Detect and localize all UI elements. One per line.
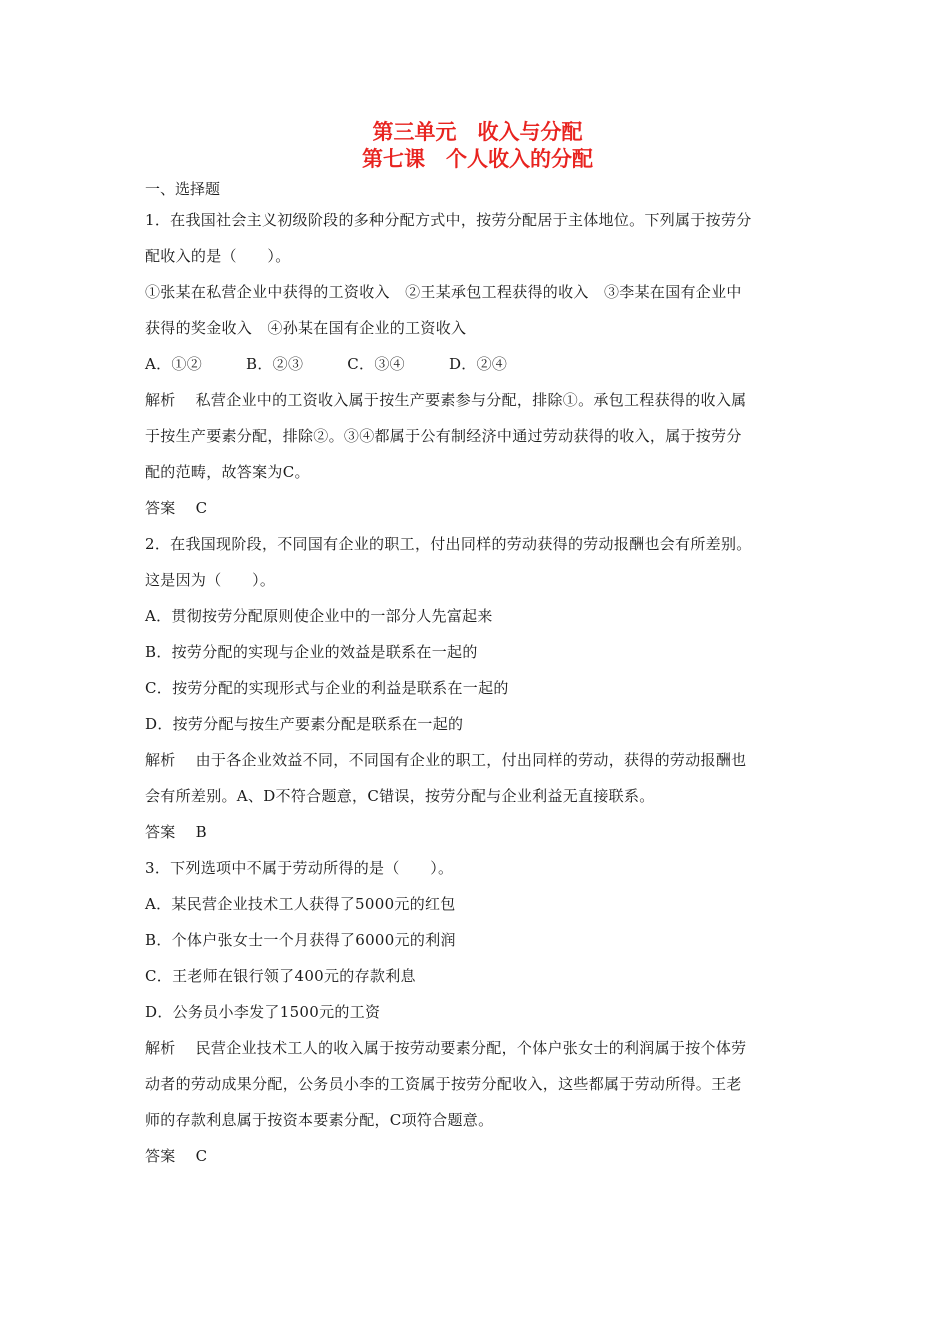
question-2 xyxy=(145,526,810,850)
answer-label: 答案 xyxy=(145,823,176,841)
unit-title: 第三单元 收入与分配 xyxy=(372,119,583,144)
options-row xyxy=(145,346,810,382)
analysis-label: 解析 xyxy=(145,391,176,409)
analysis-line xyxy=(145,382,810,418)
analysis-label: 解析 xyxy=(145,1039,176,1057)
option-d: D．②④ xyxy=(448,355,508,373)
analysis-line: 会有所差别。A、D不符合题意，C错误，按劳分配与企业利益无直接联系。 xyxy=(145,787,655,805)
analysis-text: 私营企业中的工资收入属于按生产要素参与分配，排除①。承包工程获得的收入属 xyxy=(195,391,747,409)
option-b: B．②③ xyxy=(246,355,304,373)
analysis-line: 动者的劳动成果分配，公务员小李的工资属于按劳分配收入，这些都属于劳动所得。王老 xyxy=(145,1075,742,1093)
document-page xyxy=(145,118,810,1174)
option-c: C．按劳分配的实现形式与企业的利益是联系在一起的 xyxy=(145,679,509,697)
answer-line xyxy=(145,1138,810,1174)
analysis-line: 配的范畴，故答案为C。 xyxy=(145,463,310,481)
question-3 xyxy=(145,850,810,1174)
option-d: D．公务员小李发了1500元的工资 xyxy=(145,1003,381,1021)
analysis-line xyxy=(145,742,810,778)
option-a: A．贯彻按劳分配原则使企业中的一部分人先富起来 xyxy=(145,607,493,625)
analysis-label: 解析 xyxy=(145,751,176,769)
question-text-line: 3．下列选项中不属于劳动所得的是（ ）。 xyxy=(145,859,454,877)
question-text-line: 2．在我国现阶段，不同国有企业的职工，付出同样的劳动获得的劳动报酬也会有所差别。 xyxy=(145,535,752,553)
section-label: 一、选择题 xyxy=(145,180,221,198)
question-text-line: ①张某在私营企业中获得的工资收入 ②王某承包工程获得的收入 ③李某在国有企业中 xyxy=(145,283,742,301)
answer-value: C xyxy=(195,1147,208,1165)
analysis-line: 于按生产要素分配，排除②。③④都属于公有制经济中通过劳动获得的收入，属于按劳分 xyxy=(145,427,742,445)
question-text-line: 获得的奖金收入 ④孙某在国有企业的工资收入 xyxy=(145,319,467,337)
option-a: A．①② xyxy=(145,355,203,373)
lesson-title: 第七课 个人收入的分配 xyxy=(362,146,593,171)
title-block xyxy=(145,118,810,172)
answer-label: 答案 xyxy=(145,499,176,517)
answer-line xyxy=(145,814,810,850)
question-text-line: 这是因为（ ）。 xyxy=(145,571,276,589)
analysis-text: 民营企业技术工人的收入属于按劳动要素分配，个体户张女士的利润属于按个体劳 xyxy=(195,1039,747,1057)
answer-value: B xyxy=(195,823,207,841)
option-c: C．③④ xyxy=(347,355,405,373)
analysis-text: 由于各企业效益不同，不同国有企业的职工，付出同样的劳动，获得的劳动报酬也 xyxy=(195,751,747,769)
question-text-line: 1．在我国社会主义初级阶段的多种分配方式中，按劳分配居于主体地位。下列属于按劳分 xyxy=(145,211,752,229)
answer-value: C xyxy=(195,499,208,517)
option-a: A．某民营企业技术工人获得了5000元的红包 xyxy=(145,895,456,913)
analysis-line xyxy=(145,1030,810,1066)
answer-line xyxy=(145,490,810,526)
analysis-line: 师的存款利息属于按资本要素分配，C项符合题意。 xyxy=(145,1111,494,1129)
answer-label: 答案 xyxy=(145,1147,176,1165)
question-text-line: 配收入的是（ ）。 xyxy=(145,247,291,265)
option-d: D．按劳分配与按生产要素分配是联系在一起的 xyxy=(145,715,464,733)
option-b: B．按劳分配的实现与企业的效益是联系在一起的 xyxy=(145,643,478,661)
option-c: C．王老师在银行领了400元的存款利息 xyxy=(145,967,416,985)
question-1 xyxy=(145,202,810,526)
option-b: B．个体户张女士一个月获得了6000元的利润 xyxy=(145,931,456,949)
